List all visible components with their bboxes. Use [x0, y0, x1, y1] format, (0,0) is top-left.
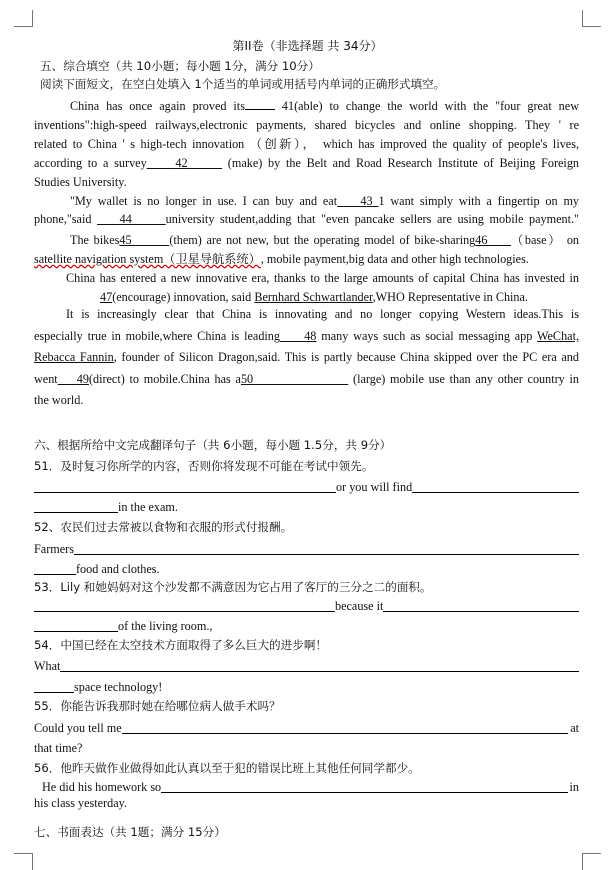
passage-line: China has once again proved its 41(able) to change the world with the "four great new: [70, 99, 579, 113]
blank-48[interactable]: 48: [304, 329, 317, 343]
blank-46[interactable]: 46: [475, 233, 488, 247]
blank-45[interactable]: 45: [119, 233, 132, 247]
passage-line: The bikes45 (them) are not new, but the operating model of bike-sharing46 （base） on: [70, 233, 580, 247]
part-title: 第II卷（非选择题 共 34分）: [232, 39, 383, 53]
passage-line: went 49(direct) to mobile.China has a50 (large) mobile use than any other country in: [34, 372, 580, 386]
blank-42[interactable]: 42: [175, 156, 188, 170]
passage-line: China has entered a new innovative era, thanks to the large amounts of capital China has invested in: [66, 271, 579, 285]
q52-prompt: 52、农民们过去常被以食物和衣服的形式付报酬。: [34, 520, 293, 534]
q51-prompt: 51．及时复习你所学的内容，否则你将发现不可能在考试中领先。: [34, 459, 374, 473]
answer-blank[interactable]: [161, 780, 567, 793]
passage-line: "My wallet is no longer in use. I can buy and eat 43 1 want simply with a fingertip on my: [70, 194, 580, 208]
q52-answer-line: Farmers: [34, 541, 579, 557]
passage-line: It is increasingly clear that China is innovating and no longer copying Western ideas.This is: [66, 307, 579, 321]
q55-answer-line: Could you tell me at: [34, 721, 579, 735]
answer-blank[interactable]: [74, 542, 579, 555]
answer-blank[interactable]: [34, 500, 118, 513]
passage-line: especially true in mobile,where China is leading 48 many ways such as social messaging app WeChat,: [34, 329, 580, 343]
passage-line: related to China ' s high-tech innovation （创新）， which has improved the quality of people's lives,: [34, 137, 579, 151]
answer-blank[interactable]: [60, 659, 579, 672]
crop-mark-top-right: [582, 10, 601, 27]
answer-blank[interactable]: [412, 480, 579, 493]
passage-line: according to a survey 42 (make) by the Belt and Road Research Institute of Beijing Foreign: [34, 156, 580, 170]
crop-mark-bottom-right: [582, 853, 601, 870]
q53-answer-line: because it: [34, 598, 579, 614]
q55-prompt: 55．你能告诉我那时她在给哪位病人做手术吗？: [34, 699, 281, 713]
section6-heading: 六、根据所给中文完成翻译句子（共 6小题，每小题 1.5分，共 9分）: [34, 438, 392, 452]
passage-line: phone,"said 44 university student,adding that "even pancake sellers are using mobile payment.": [34, 212, 580, 226]
answer-blank[interactable]: [383, 599, 579, 612]
crop-mark-top-left: [14, 10, 33, 27]
answer-blank[interactable]: [34, 480, 336, 493]
passage-line: 47(encourage) innovation, said Bernhard Schwartlander,WHO Representative in China.: [100, 290, 528, 304]
answer-blank[interactable]: [34, 599, 335, 612]
passage-line: Rebacca Fannin, founder of Silicon Dragon,said. This is partly because China skipped over the PC era and: [34, 350, 579, 364]
section5-instruction: 阅读下面短文，在空白处填入 1个适当的单词或用括号内单词的正确形式填空。: [40, 77, 446, 91]
passage-line: satellite navigation system（卫星导航系统）, mobile payment,big data and other high technologies.: [34, 252, 529, 266]
blank-47[interactable]: 47: [100, 290, 113, 304]
q55-answer-line: that time?: [34, 741, 83, 755]
blank-44[interactable]: 44: [119, 212, 132, 226]
blank-50[interactable]: 50: [240, 372, 254, 386]
q53-answer-line: of the living room.,: [34, 618, 579, 634]
q53-prompt: 53．Lily 和她妈妈对这个沙发都不满意因为它占用了客厅的三分之二的面积。: [34, 580, 432, 594]
passage-line: the world.: [34, 393, 84, 407]
answer-blank[interactable]: [34, 562, 76, 575]
crop-mark-bottom-left: [14, 853, 33, 870]
passage-line: Studies University.: [34, 175, 127, 189]
answer-blank[interactable]: [34, 619, 118, 632]
blank-49[interactable]: 49: [76, 372, 89, 386]
q56-answer-line: He did his homework so in: [42, 780, 579, 794]
q54-answer-line: What: [34, 658, 579, 674]
q54-answer-line: space technology!: [34, 679, 579, 695]
section7-heading: 七、书面表达（共 1题；满分 15分）: [34, 825, 226, 839]
q56-answer-line: his class yesterday.: [34, 796, 127, 810]
section5-heading: 五、综合填空（共 10小题；每小题 1分，满分 10分）: [40, 59, 320, 73]
blank-41[interactable]: [245, 98, 275, 110]
q51-answer-line: or you will find: [34, 479, 579, 495]
q52-answer-line: food and clothes.: [34, 561, 579, 577]
answer-blank[interactable]: [34, 680, 74, 693]
q56-prompt: 56．他昨天做作业做得如此认真以至于犯的错误比班上其他任何同学都少。: [34, 761, 420, 775]
answer-blank[interactable]: [122, 721, 569, 734]
q54-prompt: 54．中国已经在太空技术方面取得了多么巨大的进步啊！: [34, 638, 328, 652]
blank-43[interactable]: 43: [360, 194, 373, 208]
q51-answer-line: in the exam.: [34, 499, 579, 515]
passage-line: inventions":high-speed railways,electronic payments, shared bicycles and online shopping. They ' re: [34, 118, 579, 132]
